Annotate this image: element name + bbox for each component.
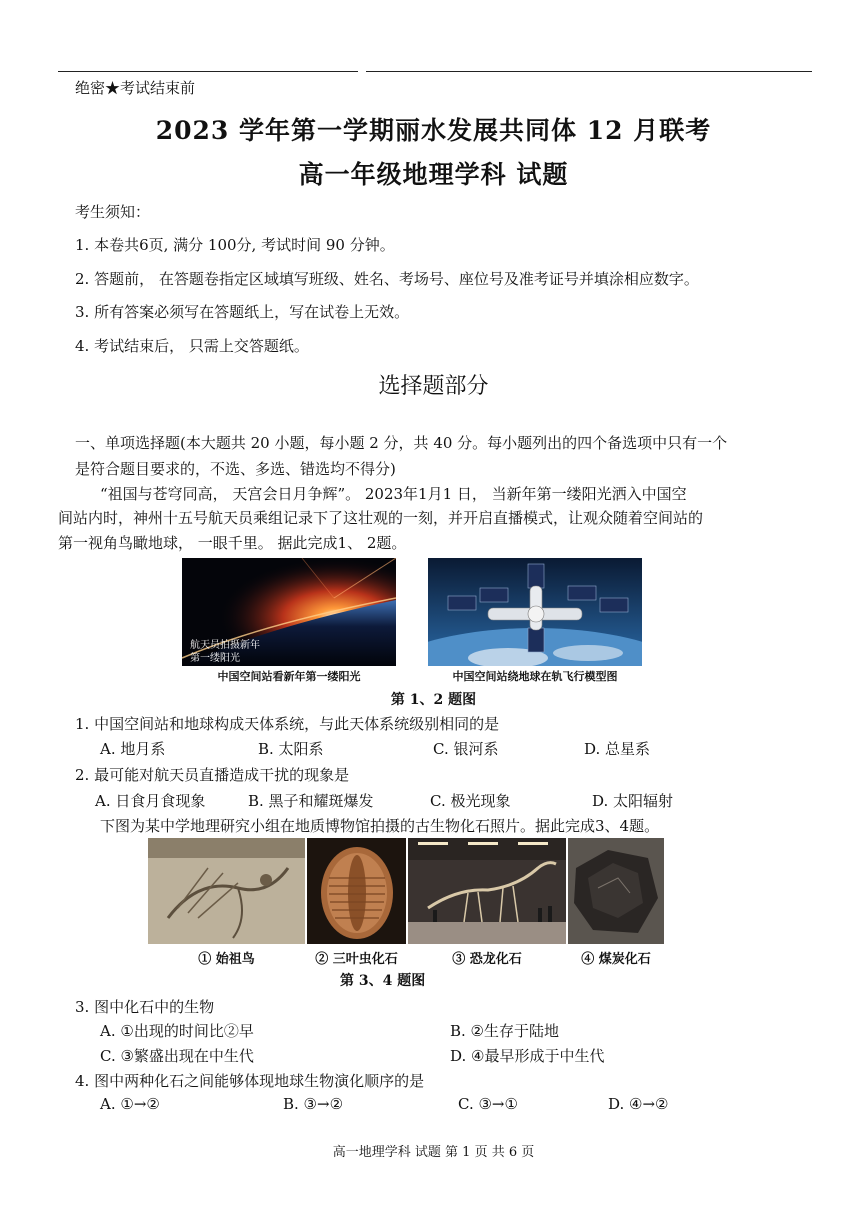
caption-archaeopteryx: ① 始祖鸟 (198, 952, 255, 967)
exam-subtitle: 高一年级地理学科 试题 (298, 160, 569, 189)
q4-option-b: B. ③→② (283, 1095, 344, 1113)
section-title: 选择题部分 (378, 374, 489, 399)
q3-option-a: A. ①出现的时间比②早 (100, 1022, 254, 1040)
caption-space-station-model: 中国空间站绕地球在轨飞行模型图 (452, 670, 618, 683)
photo-trilobite (307, 838, 406, 944)
caption-trilobite: ② 三叶虫化石 (315, 952, 398, 967)
q3-option-d: D. ④最早形成于中生代 (450, 1047, 605, 1065)
q4-option-c: C. ③→① (458, 1095, 518, 1113)
part1-intro-line2: 是符合题目要求的，不选、多选、错选均不得分) (75, 460, 396, 478)
q3-option-c: C. ③繁盛出现在中生代 (100, 1047, 254, 1065)
photo-dinosaur-fossil (408, 838, 566, 944)
q1-option-a: A. 地月系 (100, 740, 166, 758)
notice-item-2: 2. 答题前， 在答题卷指定区域填写班级、姓名、考场号、座位号及准考证号并填涂相应数字。 (75, 270, 699, 288)
notice-item-3: 3. 所有答案必须写在答题纸上，写在试卷上无效。 (75, 303, 410, 321)
photo-space-station-model (428, 558, 642, 666)
header-rule-right (366, 71, 812, 72)
photo-new-year-sunlight (182, 558, 396, 666)
header-rule-left (58, 71, 358, 72)
q1-option-d: D. 总星系 (584, 740, 651, 758)
q4-option-a: A. ①→② (100, 1095, 160, 1113)
q2-option-b: B. 黑子和耀斑爆发 (248, 792, 374, 810)
page-footer: 高一地理学科 试题 第 1 页 共 6 页 (332, 1145, 535, 1160)
caption-dinosaur: ③ 恐龙化石 (452, 952, 522, 967)
passage1-line1: “祖国与苍穹同高， 天宫会日月争辉”。 2023年1月1 日， 当新年第一缕阳光洒入中国空 (100, 485, 687, 503)
photo-coal-fossil (568, 838, 664, 944)
q4-stem: 4. 图中两种化石之间能够体现地球生物演化顺序的是 (75, 1072, 425, 1090)
q2-stem: 2. 最可能对航天员直播造成干扰的现象是 (75, 766, 350, 784)
caption-new-year-sunlight: 中国空间站看新年第一缕阳光 (217, 670, 361, 683)
q4-option-d: D. ④→② (608, 1095, 669, 1113)
passage1-line3: 第一视角鸟瞰地球， 一眼千里。 据此完成1、 2题。 (58, 534, 407, 552)
q3-stem: 3. 图中化石中的生物 (75, 998, 215, 1016)
figure-label-3-4: 第 3、4 题图 (340, 973, 426, 989)
caption-coal: ④ 煤炭化石 (581, 952, 651, 967)
notice-heading: 考生须知： (75, 203, 151, 221)
photo-overlay-text-1: 航天员拍摄新年 (190, 640, 260, 651)
photo-archaeopteryx (148, 838, 305, 944)
notice-item-1: 1. 本卷共6页, 满分 100分, 考试时间 90 分钟。 (75, 236, 395, 254)
figure-label-1-2: 第 1、2 题图 (390, 692, 477, 708)
q2-option-a: A. 日食月食现象 (95, 792, 206, 810)
q2-option-d: D. 太阳辐射 (592, 792, 674, 810)
photo-overlay-text-2: 第一缕阳光 (190, 653, 240, 664)
notice-item-4: 4. 考试结束后， 只需上交答题纸。 (75, 337, 309, 355)
q3-option-b: B. ②生存于陆地 (450, 1022, 560, 1040)
q2-option-c: C. 极光现象 (430, 792, 511, 810)
passage2: 下图为某中学地理研究小组在地质博物馆拍摄的古生物化石照片。据此完成3、4题。 (100, 817, 660, 835)
q1-option-b: B. 太阳系 (258, 740, 324, 758)
q1-stem: 1. 中国空间站和地球构成天体系统，与此天体系统级别相同的是 (75, 715, 500, 733)
passage1-line2: 间站内时，神州十五号航天员乘组记录下了这壮观的一刻，并开启直播模式，让观众随着空间站的 (58, 509, 704, 527)
exam-title: 2023 学年第一学期丽水发展共同体 12 月联考 (155, 116, 712, 145)
q1-option-c: C. 银河系 (433, 740, 499, 758)
secret-mark: 绝密★考试结束前 (75, 79, 196, 97)
part1-intro-line1: 一、单项选择题(本大题共 20 小题，每小题 2 分，共 40 分。每小题列出的四个备选项中只有一个 (75, 434, 728, 452)
